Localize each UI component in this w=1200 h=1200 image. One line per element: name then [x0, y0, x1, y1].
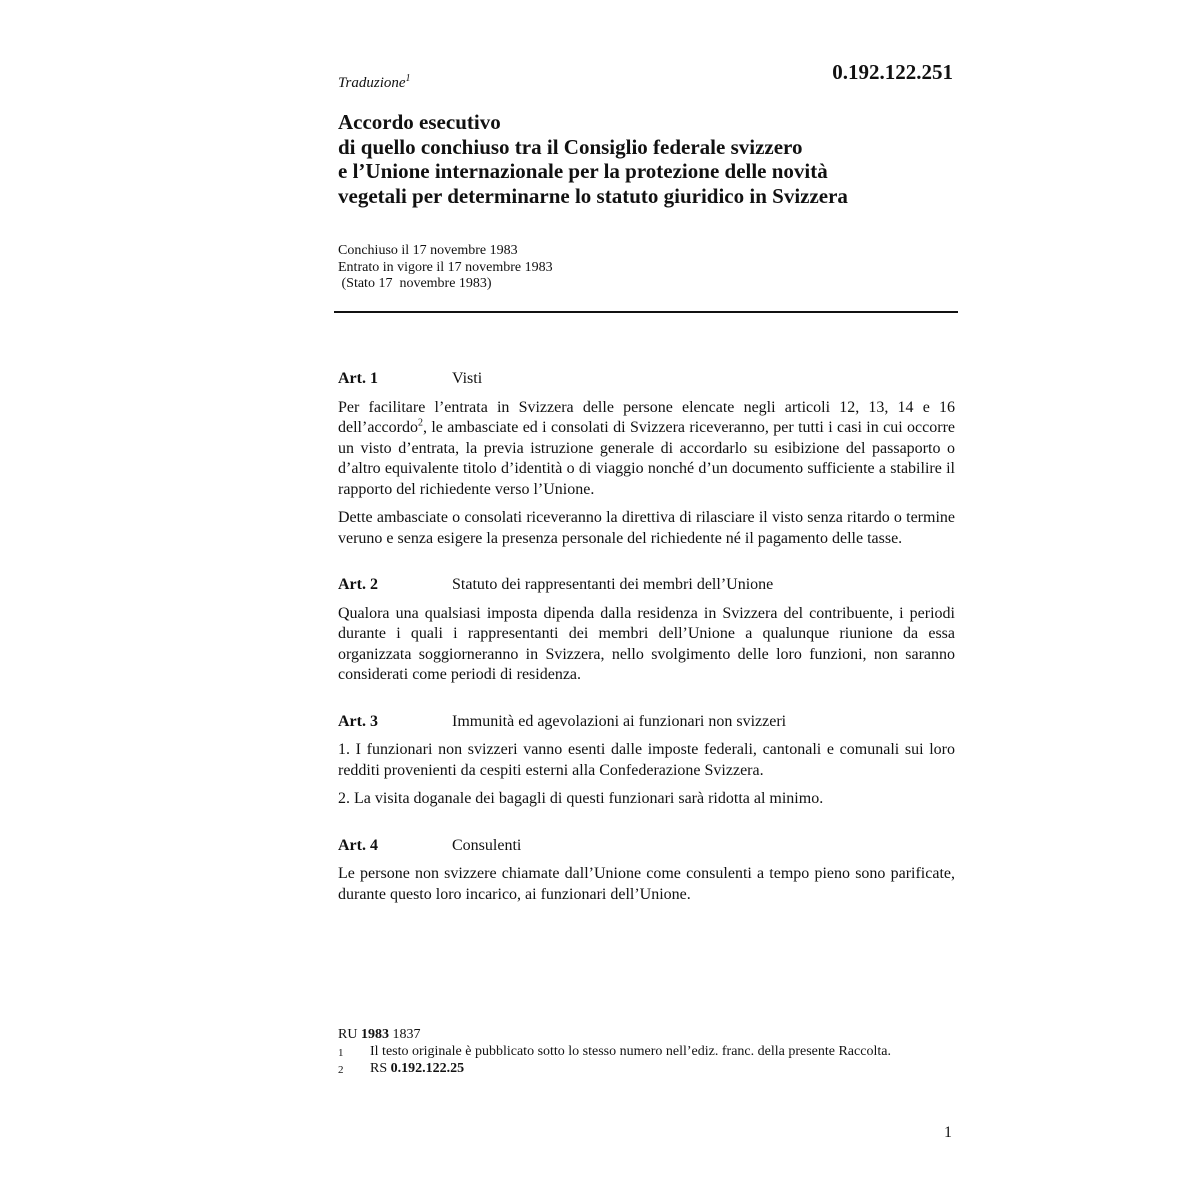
footer: [338, 1027, 955, 1079]
title-line: e l’Unione internazionale per la protezione delle novità: [338, 159, 828, 183]
footnote-text: Il testo originale è pubblicato sotto lo stesso numero nell’ediz. franc. della presente Raccolta.: [370, 1043, 891, 1059]
document-title: [338, 110, 978, 208]
footnote-ref-link[interactable]: 0.192.122.25: [390, 1061, 465, 1076]
article-heading: [338, 712, 955, 733]
article-number: Art. 3: [338, 712, 378, 730]
translation-text: Traduzione: [338, 75, 406, 91]
footnote-prefix: RS: [370, 1061, 388, 1076]
article-paragraph: Dette ambasciate o consolati riceveranno la direttiva di rilasciare il visto senza ritardo o termine veruno e senza esigere la presenza personale del richiedente né il pagamento delle tasse.: [338, 509, 955, 547]
footnote-1: [338, 1044, 955, 1062]
article-number: Art. 2: [338, 576, 378, 593]
concluded-date: Conchiuso il 17 novembre 1983: [338, 243, 518, 258]
page-number: 1: [944, 1124, 952, 1141]
article-title: Immunità ed agevolazioni ai funzionari non svizzeri: [452, 712, 787, 730]
title-line: di quello conchiuso tra il Consiglio federale svizzero: [338, 134, 803, 159]
ru-year: 1983: [360, 1027, 389, 1042]
title-line: vegetali per determinarne lo statuto giuridico in Svizzera: [338, 183, 848, 208]
article-paragraph: Qualora una qualsiasi imposta dipenda dalla residenza in Svizzera del contribuente, i periodi durante i quali i rappresentanti dei membri dell’Unione a qualunque riunione da essa organizzata soggiorneranno in Svizzera, nello svolgimento delle loro funzioni, non saranno considerati come periodi di residenza.: [338, 604, 955, 683]
document-meta: [338, 243, 553, 293]
article-4: [338, 836, 955, 906]
ru-page: 1837: [392, 1027, 421, 1042]
article-title: Visti: [452, 370, 483, 387]
footnote-text: [370, 1061, 955, 1079]
footnote-ref-2[interactable]: 2: [417, 417, 423, 429]
article-2: [338, 575, 955, 686]
article-paragraph: 1. I funzionari non svizzeri vanno esenti dalle imposte federali, cantonali e comunali sui loro redditi provenienti da cespiti esterni alla Confederazione Svizzera.: [338, 741, 955, 779]
article-number: Art. 1: [338, 370, 378, 387]
title-line: Accordo esecutivo: [338, 110, 501, 134]
ru-reference: [338, 1027, 955, 1044]
footnote-number: 1: [338, 1046, 344, 1059]
footnote-2: [338, 1061, 955, 1079]
sr-number: 0.192.122.251: [832, 60, 953, 84]
article-heading: [338, 575, 955, 596]
article-heading: [338, 369, 955, 390]
footnote-ref-1[interactable]: 1: [405, 73, 411, 84]
article-title: Statuto dei rappresentanti dei membri dell’Unione: [452, 576, 774, 593]
article-number: Art. 4: [338, 836, 378, 854]
footnote-number: 2: [338, 1064, 344, 1076]
document-body: [338, 369, 955, 931]
article-1: [338, 369, 955, 549]
article-title: Consulenti: [452, 836, 522, 854]
status-date: (Stato 17 novembre 1983): [338, 276, 492, 291]
article-heading: [338, 836, 955, 857]
ru-prefix: RU: [338, 1027, 358, 1042]
translation-label: [338, 73, 411, 92]
paragraph-text: , le ambasciate ed i consolati di Svizzera riceveranno, per tutti i casi in cui occorre un visto d’entrata, la previa istruzione generale di accordarlo su esibizione del passaporto o d’altro equivalente titolo d’identità o di viaggio nonché d’un documento sufficiente a stabilire il rapporto del richiedente verso l’Unione.: [338, 419, 955, 498]
article-paragraph: [338, 398, 955, 501]
article-paragraph: 2. La visita doganale dei bagagli di questi funzionari sarà ridotta al minimo.: [338, 790, 824, 807]
in-force-date: Entrato in vigore il 17 novembre 1983: [338, 259, 553, 275]
paragraph-text: Per facilitare l’entrata in Svizzera delle persone elencate negli articoli 12, 13, 14 e 16 dell’accordo: [338, 398, 955, 436]
header-divider: [334, 311, 958, 313]
article-3: [338, 712, 955, 810]
article-paragraph: Le persone non svizzere chiamate dall’Unione come consulenti a tempo pieno sono parificate, durante questo loro incarico, ai funzionari dell’Unione.: [338, 865, 955, 903]
